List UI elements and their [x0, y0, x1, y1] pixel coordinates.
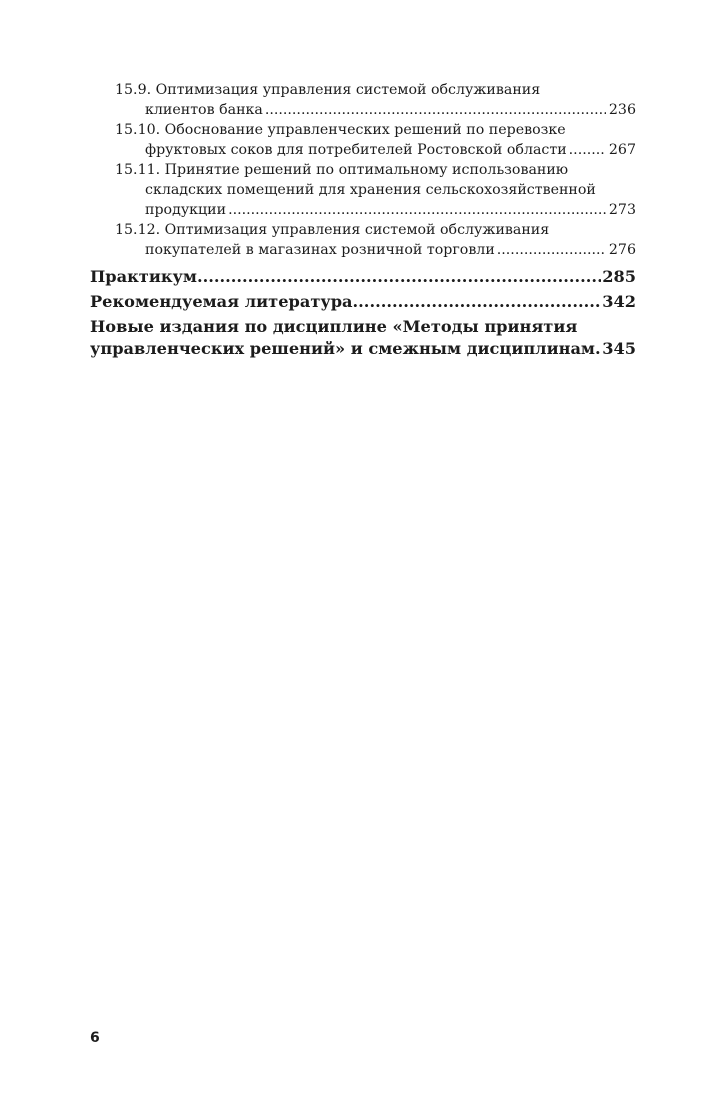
toc-page-number: 276 — [608, 242, 636, 258]
toc-entry-literature[interactable] — [90, 291, 636, 313]
toc-page-number: 285 — [602, 267, 636, 286]
toc-page-number: 236 — [608, 102, 636, 118]
toc-page-number: 273 — [608, 202, 636, 218]
toc-entry-title-line: продукции — [145, 202, 227, 218]
toc-entry-title-line: 15.11. Принятие решений по оптимальному использованию — [115, 162, 569, 178]
toc-page-number: 345 — [602, 339, 636, 358]
toc-entry-last-line — [90, 338, 636, 360]
toc-entry-15-11[interactable] — [90, 160, 636, 220]
toc-entry-last-line — [145, 140, 636, 160]
toc-entry-15-12[interactable] — [90, 220, 636, 260]
toc-entry-last-line — [90, 291, 636, 313]
toc-entry-title-line: управленческих решений» и смежным дисциплинам — [90, 339, 595, 358]
toc-entry-new-editions[interactable] — [90, 316, 636, 360]
toc-entry-title-line: фруктовых соков для потребителей Ростовской области — [145, 142, 567, 158]
toc-entry-last-line — [145, 200, 636, 220]
toc-entry-title-line: Практикум — [90, 267, 197, 286]
dot-leader — [228, 200, 606, 220]
toc-entry-last-line — [145, 100, 636, 120]
toc-entry-practicum[interactable] — [90, 266, 636, 288]
toc-entry-15-10[interactable] — [90, 120, 636, 160]
dot-leader — [265, 100, 606, 120]
dot-leader — [497, 240, 606, 260]
toc-entry-title-line: складских помещений для хранения сельскохозяйственной — [145, 182, 596, 198]
toc-entry-title-line: 15.10. Обоснование управленческих решений по перевозке — [115, 122, 566, 138]
toc-entry-last-line — [90, 266, 636, 288]
toc-entry-title-line: Рекомендуемая литература — [90, 292, 353, 311]
toc-entry-title-line: Новые издания по дисциплине «Методы принятия — [90, 317, 578, 336]
toc-page-number: 267 — [608, 142, 636, 158]
dot-leader — [595, 338, 601, 360]
toc-entry-15-9[interactable] — [90, 80, 636, 120]
dot-leader — [197, 266, 601, 288]
page-number: 6 — [90, 1030, 100, 1046]
dot-leader — [353, 291, 602, 313]
table-of-contents — [90, 80, 636, 360]
toc-entry-title-line: 15.9. Оптимизация управления системой обслуживания — [115, 82, 541, 98]
dot-leader — [569, 140, 606, 160]
toc-entry-last-line — [145, 240, 636, 260]
toc-entry-title-line: покупателей в магазинах розничной торговли — [145, 242, 495, 258]
toc-entry-title-line: клиентов банка — [145, 102, 263, 118]
toc-entry-title-line: 15.12. Оптимизация управления системой обслуживания — [115, 222, 550, 238]
toc-page-number: 342 — [602, 292, 636, 311]
